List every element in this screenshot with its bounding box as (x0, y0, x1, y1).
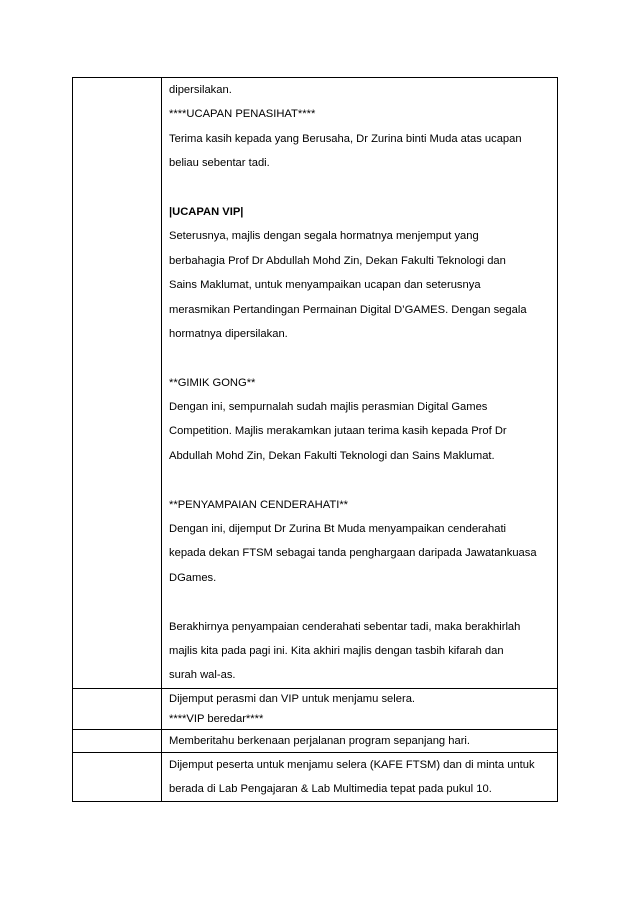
time-cell (73, 688, 162, 729)
event-script-table (72, 77, 558, 802)
time-cell (73, 78, 162, 689)
content-cell (162, 752, 558, 801)
table-row (73, 688, 558, 729)
text-line: beliau sebentar tadi. (169, 157, 270, 170)
text-line: berada di Lab Pengajaran & Lab Multimedia tepat pada pukul 10. (169, 782, 492, 795)
section-heading: **PENYAMPAIAN CENDERAHATI** (169, 498, 349, 511)
time-cell (73, 729, 162, 752)
text-line: hormatnya dipersilakan. (169, 327, 288, 340)
text-line: merasmikan Pertandingan Permainan Digital D’GAMES. Dengan segala (169, 303, 527, 316)
text-line: surah wal-as. (169, 669, 236, 682)
text-line: Competition. Majlis merakamkan jutaan terima kasih kepada Prof Dr (169, 425, 507, 438)
text-line: Terima kasih kepada yang Berusaha, Dr Zurina binti Muda atas ucapan (169, 132, 522, 145)
table-row (73, 78, 558, 689)
text-line: Dijemput peserta untuk menjamu selera (KAFE FTSM) dan di minta untuk (169, 758, 535, 771)
content-cell (162, 729, 558, 752)
blank-line (169, 346, 551, 370)
section-heading: |UCAPAN VIP| (169, 205, 244, 218)
text-line: Dengan ini, dijemput Dr Zurina Bt Muda menyampaikan cenderahati (169, 523, 507, 536)
blank-line (169, 590, 551, 614)
content-cell (162, 78, 558, 689)
table-row (73, 752, 558, 801)
content-cell (162, 688, 558, 729)
text-line: berbahagia Prof Dr Abdullah Mohd Zin, Dekan Fakulti Teknologi dan (169, 254, 506, 267)
text-line: Abdullah Mohd Zin, Dekan Fakulti Teknologi dan Sains Maklumat. (169, 449, 495, 462)
text-line: kepada dekan FTSM sebagai tanda penghargaan daripada Jawatankuasa (169, 547, 537, 560)
text-line: Memberitahu berkenaan perjalanan program sepanjang hari. (169, 734, 471, 747)
text-line: Sains Maklumat, untuk menyampaikan ucapan dan seterusnya (169, 279, 481, 292)
section-heading: **GIMIK GONG** (169, 376, 256, 389)
section-heading: ****UCAPAN PENASIHAT**** (169, 108, 316, 121)
text-line: Dengan ini, sempurnalah sudah majlis perasmian Digital Games (169, 401, 488, 414)
text-line: Seterusnya, majlis dengan segala hormatnya menjemput yang (169, 230, 479, 243)
time-cell (73, 752, 162, 801)
text-line: dipersilakan. (169, 84, 232, 96)
text-line: Dijemput perasmi dan VIP untuk menjamu selera. (169, 692, 416, 705)
blank-line (169, 176, 551, 200)
table-row (73, 729, 558, 752)
text-line: majlis kita pada pagi ini. Kita akhiri majlis dengan tasbih kifarah dan (169, 644, 504, 657)
text-line: Berakhirnya penyampaian cenderahati sebentar tadi, maka berakhirlah (169, 620, 521, 633)
text-line: DGames. (169, 571, 217, 584)
blank-line (169, 468, 551, 492)
text-line: ****VIP beredar**** (169, 712, 264, 725)
